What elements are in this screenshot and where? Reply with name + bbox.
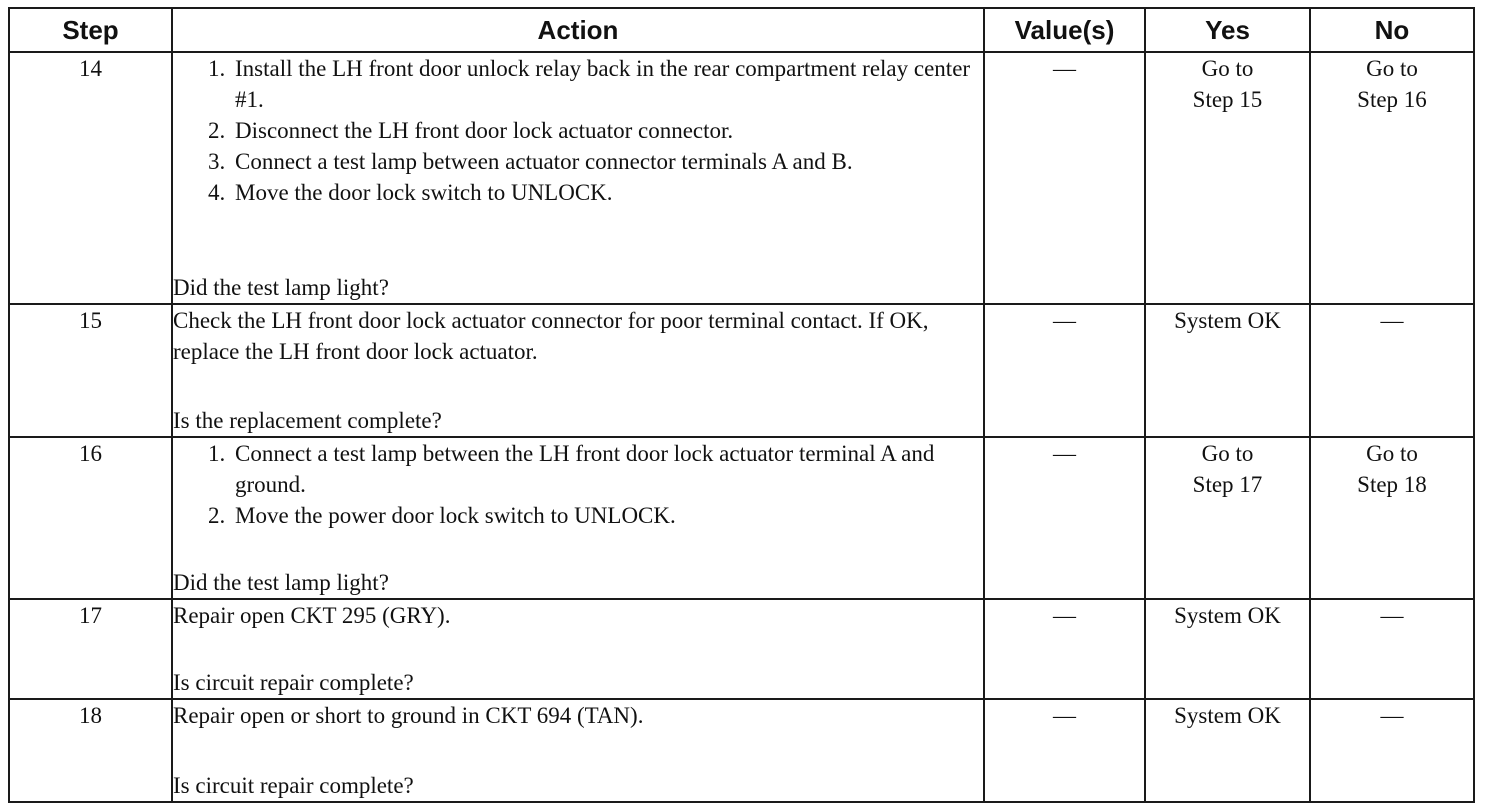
action-step: 1. Connect a test lamp between the LH front door lock actuator terminal A and ground. <box>231 438 983 500</box>
table-row <box>9 437 1474 599</box>
header-values: Value(s) <box>984 8 1145 52</box>
step-number: 14 <box>9 52 172 304</box>
yes-text: Step 17 <box>1192 472 1263 498</box>
action-step: 2. Move the power door lock switch to UNLOCK. <box>231 500 983 531</box>
action-steps <box>173 53 983 208</box>
action-question: Is circuit repair complete? <box>173 773 414 798</box>
action-step: 1. Install the LH front door unlock relay back in the rear compartment relay center #1. <box>231 53 983 115</box>
action-question: Did the test lamp light? <box>173 275 389 301</box>
yes-text: System OK <box>1174 602 1281 628</box>
action-cell <box>172 304 984 437</box>
action-cell <box>172 52 984 304</box>
header-row <box>9 8 1474 52</box>
step-number: 17 <box>9 599 172 700</box>
yes-cell <box>1145 437 1310 599</box>
step-number: 18 <box>9 699 172 802</box>
action-cell <box>172 437 984 599</box>
yes-cell <box>1145 304 1310 437</box>
no-text: Go to <box>1366 441 1418 467</box>
action-steps <box>173 438 983 531</box>
yes-cell <box>1145 599 1310 700</box>
no-cell <box>1310 437 1474 599</box>
value-cell: — <box>984 599 1145 700</box>
no-cell <box>1310 599 1474 700</box>
yes-text: Go to <box>1201 56 1254 81</box>
yes-cell <box>1145 52 1310 304</box>
table-row <box>9 599 1474 700</box>
yes-text: Step 15 <box>1192 87 1263 112</box>
header-action: Action <box>172 8 984 52</box>
action-cell <box>172 699 984 802</box>
yes-text: System OK <box>1174 308 1281 334</box>
action-step: 2. Disconnect the LH front door lock actuator connector. <box>231 115 983 146</box>
value-cell: — <box>984 52 1145 304</box>
header-yes: Yes <box>1145 8 1310 52</box>
table-row <box>9 304 1474 437</box>
no-text: Step 16 <box>1357 87 1427 112</box>
step-number: 15 <box>9 304 172 437</box>
action-text: Repair open or short to ground in CKT 694 (TAN). <box>173 703 644 729</box>
no-text: — <box>1380 703 1404 729</box>
table-row <box>9 52 1474 304</box>
header-no: No <box>1310 8 1474 52</box>
diagnostic-table <box>8 7 1475 803</box>
no-text: — <box>1380 308 1404 334</box>
value-cell: — <box>984 304 1145 437</box>
yes-cell <box>1145 699 1310 802</box>
value-cell: — <box>984 699 1145 802</box>
action-cell <box>172 599 984 700</box>
no-cell <box>1310 699 1474 802</box>
yes-text: Go to <box>1201 441 1254 467</box>
action-step: 3. Connect a test lamp between actuator connector terminals A and B. <box>231 146 983 177</box>
action-question: Is circuit repair complete? <box>173 670 414 696</box>
no-cell <box>1310 52 1474 304</box>
action-step: 4. Move the door lock switch to UNLOCK. <box>231 177 983 208</box>
no-text: — <box>1380 602 1404 628</box>
no-cell <box>1310 304 1474 437</box>
step-number: 16 <box>9 437 172 599</box>
action-text: Check the LH front door lock actuator connector for poor terminal contact. If OK, replace the LH front door lock actuator. <box>173 308 929 365</box>
yes-text: System OK <box>1174 703 1281 729</box>
action-question: Is the replacement complete? <box>173 408 442 434</box>
action-text: Repair open CKT 295 (GRY). <box>173 602 451 628</box>
header-step: Step <box>9 8 172 52</box>
no-text: Go to <box>1366 56 1418 81</box>
table-row <box>9 699 1474 802</box>
no-text: Step 18 <box>1357 472 1427 498</box>
value-cell: — <box>984 437 1145 599</box>
action-question: Did the test lamp light? <box>173 569 389 595</box>
